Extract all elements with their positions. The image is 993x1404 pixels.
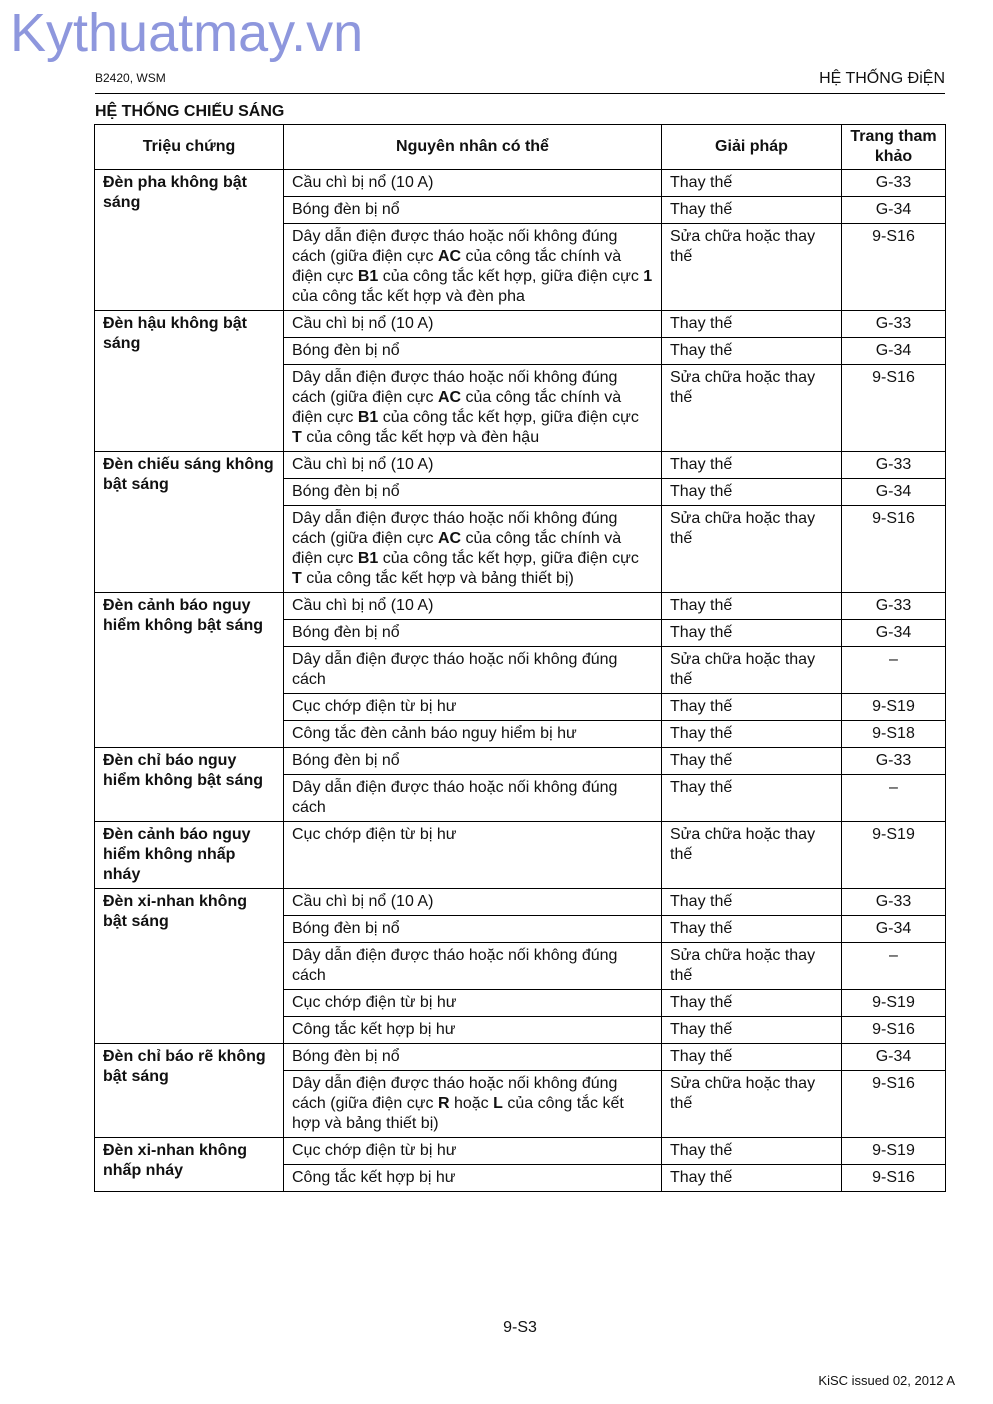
reference-cell: 9-S19 — [842, 990, 946, 1017]
cause-text: Dây dẫn điện được tháo hoặc nối không đúng cách (giữa điện cực — [292, 510, 618, 547]
solution-cell: Thay thế — [662, 748, 842, 775]
table-body — [95, 170, 946, 1192]
solution-cell: Sửa chữa hoặc thay thế — [662, 224, 842, 311]
header-solution: Giải pháp — [662, 125, 842, 170]
cause-cell: Cầu chì bị nổ (10 A) — [284, 170, 662, 197]
solution-cell: Thay thế — [662, 1044, 842, 1071]
header-symptom: Triệu chứng — [95, 125, 284, 170]
symptom-cell: Đèn xi-nhan không bật sáng — [95, 889, 284, 1044]
table-row — [95, 822, 946, 889]
cause-cell: Dây dẫn điện được tháo hoặc nối không đúng cách — [284, 943, 662, 990]
table-row — [95, 748, 946, 775]
solution-cell: Thay thế — [662, 593, 842, 620]
reference-cell: 9-S16 — [842, 365, 946, 452]
cause-text: của công tắc kết hợp, giữa điện cực — [378, 550, 639, 567]
cause-text: của công tắc kết hợp và đèn pha — [292, 288, 525, 305]
cause-text: của công tắc kết hợp, giữa điện cực — [378, 409, 639, 426]
page-number: 9-S3 — [503, 1319, 537, 1336]
symptom-cell: Đèn xi-nhan không nhấp nháy — [95, 1138, 284, 1192]
table-row — [95, 593, 946, 620]
terminal-label: 1 — [643, 268, 653, 285]
reference-cell: G-33 — [842, 593, 946, 620]
cause-text: Dây dẫn điện được tháo hoặc nối không đúng cách (giữa điện cực — [292, 1075, 618, 1112]
terminal-label: R — [437, 1095, 450, 1112]
solution-cell: Sửa chữa hoặc thay thế — [662, 943, 842, 990]
cause-cell: Bóng đèn bị nổ — [284, 1044, 662, 1071]
cause-cell: Cầu chì bị nổ (10 A) — [284, 452, 662, 479]
reference-cell: 9-S16 — [842, 224, 946, 311]
cause-text: Dây dẫn điện được tháo hoặc nối không đúng cách (giữa điện cực — [292, 369, 618, 406]
solution-cell: Thay thế — [662, 990, 842, 1017]
cause-text: của công tắc kết hợp, giữa điện cực — [378, 268, 644, 285]
cause-cell — [284, 506, 662, 593]
cause-cell: Công tắc kết hợp bị hư — [284, 1165, 662, 1192]
cause-cell: Cục chớp điện từ bị hư — [284, 694, 662, 721]
symptom-cell: Đèn cảnh báo nguy hiểm không nhấp nháy — [95, 822, 284, 889]
cause-cell: Bóng đèn bị nổ — [284, 479, 662, 506]
section-title: HỆ THỐNG CHIẾU SÁNG — [95, 103, 285, 120]
symptom-cell: Đèn cảnh báo nguy hiểm không bật sáng — [95, 593, 284, 748]
reference-cell: G-34 — [842, 479, 946, 506]
cause-cell: Bóng đèn bị nổ — [284, 620, 662, 647]
cause-cell: Công tắc kết hợp bị hư — [284, 1017, 662, 1044]
cause-cell: Dây dẫn điện được tháo hoặc nối không đúng cách — [284, 647, 662, 694]
cause-cell — [284, 224, 662, 311]
reference-cell: 9-S16 — [842, 506, 946, 593]
cause-cell: Cục chớp điện từ bị hư — [284, 822, 662, 889]
solution-cell: Sửa chữa hoặc thay thế — [662, 647, 842, 694]
solution-cell: Thay thế — [662, 916, 842, 943]
table-row — [95, 452, 946, 479]
solution-cell: Sửa chữa hoặc thay thế — [662, 1071, 842, 1138]
terminal-label: L — [493, 1095, 503, 1112]
solution-cell: Sửa chữa hoặc thay thế — [662, 822, 842, 889]
reference-cell: G-33 — [842, 170, 946, 197]
cause-text: Dây dẫn điện được tháo hoặc nối không đúng cách (giữa điện cực — [292, 228, 618, 265]
header-divider — [95, 93, 945, 94]
reference-cell: 9-S16 — [842, 1071, 946, 1138]
document-id: B2420, WSM — [95, 71, 166, 85]
terminal-label: AC — [437, 530, 462, 547]
reference-cell: – — [842, 775, 946, 822]
solution-cell: Thay thế — [662, 197, 842, 224]
cause-cell — [284, 1071, 662, 1138]
solution-cell: Thay thế — [662, 889, 842, 916]
solution-cell: Thay thế — [662, 170, 842, 197]
solution-cell: Thay thế — [662, 694, 842, 721]
solution-cell: Thay thế — [662, 1138, 842, 1165]
symptom-cell: Đèn chỉ báo nguy hiểm không bật sáng — [95, 748, 284, 822]
cause-text: của công tắc chính và điện cực — [292, 248, 622, 285]
chapter-title: HỆ THỐNG ĐiỆN — [819, 70, 945, 87]
cause-text: của công tắc chính và điện cực — [292, 389, 622, 426]
cause-cell: Bóng đèn bị nổ — [284, 748, 662, 775]
reference-cell: 9-S19 — [842, 694, 946, 721]
cause-text: của công tắc kết hợp và bảng thiết bị) — [292, 1095, 624, 1132]
terminal-label: T — [292, 429, 302, 446]
solution-cell: Thay thế — [662, 620, 842, 647]
header-reference: Trang tham khảo — [842, 125, 946, 170]
reference-cell: G-34 — [842, 1044, 946, 1071]
symptom-cell: Đèn pha không bật sáng — [95, 170, 284, 311]
terminal-label: T — [292, 570, 302, 587]
cause-text: hoặc — [449, 1095, 494, 1112]
solution-cell: Thay thế — [662, 338, 842, 365]
reference-cell: 9-S19 — [842, 1138, 946, 1165]
reference-cell: 9-S18 — [842, 721, 946, 748]
reference-cell: G-34 — [842, 916, 946, 943]
cause-cell: Công tắc đèn cảnh báo nguy hiểm bị hư — [284, 721, 662, 748]
cause-cell: Cầu chì bị nổ (10 A) — [284, 311, 662, 338]
table-row — [95, 1044, 946, 1071]
reference-cell: 9-S19 — [842, 822, 946, 889]
table-row — [95, 170, 946, 197]
solution-cell: Thay thế — [662, 1017, 842, 1044]
reference-cell: – — [842, 647, 946, 694]
cause-cell: Cục chớp điện từ bị hư — [284, 1138, 662, 1165]
table-row — [95, 1138, 946, 1165]
reference-cell: G-34 — [842, 620, 946, 647]
solution-cell: Sửa chữa hoặc thay thế — [662, 365, 842, 452]
cause-cell: Bóng đèn bị nổ — [284, 338, 662, 365]
solution-cell: Thay thế — [662, 311, 842, 338]
cause-cell: Bóng đèn bị nổ — [284, 916, 662, 943]
terminal-label: B1 — [357, 409, 379, 426]
reference-cell: G-33 — [842, 311, 946, 338]
solution-cell: Thay thế — [662, 775, 842, 822]
watermark-logo: Kythuatmay.vn — [10, 3, 364, 63]
reference-cell: 9-S16 — [842, 1017, 946, 1044]
solution-cell: Thay thế — [662, 1165, 842, 1192]
cause-cell: Cục chớp điện từ bị hư — [284, 990, 662, 1017]
reference-cell: G-33 — [842, 452, 946, 479]
reference-cell: G-34 — [842, 197, 946, 224]
table-header-row — [95, 125, 946, 170]
footer-issue: KiSC issued 02, 2012 A — [818, 1373, 955, 1388]
terminal-label: B1 — [357, 268, 379, 285]
terminal-label: AC — [437, 389, 462, 406]
cause-text: của công tắc kết hợp và bảng thiết bị) — [301, 570, 574, 587]
solution-cell: Sửa chữa hoặc thay thế — [662, 506, 842, 593]
reference-cell: G-33 — [842, 889, 946, 916]
reference-cell: – — [842, 943, 946, 990]
solution-cell: Thay thế — [662, 479, 842, 506]
reference-cell: 9-S16 — [842, 1165, 946, 1192]
cause-text: của công tắc chính và điện cực — [292, 530, 622, 567]
header-cause: Nguyên nhân có thể — [284, 125, 662, 170]
troubleshooting-table — [94, 124, 946, 1192]
reference-cell: G-34 — [842, 338, 946, 365]
reference-cell: G-33 — [842, 748, 946, 775]
cause-cell: Cầu chì bị nổ (10 A) — [284, 889, 662, 916]
symptom-cell: Đèn chỉ báo rẽ không bật sáng — [95, 1044, 284, 1138]
cause-cell: Bóng đèn bị nổ — [284, 197, 662, 224]
cause-cell: Dây dẫn điện được tháo hoặc nối không đúng cách — [284, 775, 662, 822]
symptom-cell: Đèn hậu không bật sáng — [95, 311, 284, 452]
symptom-cell: Đèn chiếu sáng không bật sáng — [95, 452, 284, 593]
terminal-label: B1 — [357, 550, 379, 567]
table-row — [95, 311, 946, 338]
solution-cell: Thay thế — [662, 452, 842, 479]
cause-cell: Cầu chì bị nổ (10 A) — [284, 593, 662, 620]
solution-cell: Thay thế — [662, 721, 842, 748]
cause-cell — [284, 365, 662, 452]
table-row — [95, 889, 946, 916]
terminal-label: AC — [437, 248, 462, 265]
cause-text: của công tắc kết hợp và đèn hậu — [301, 429, 540, 446]
